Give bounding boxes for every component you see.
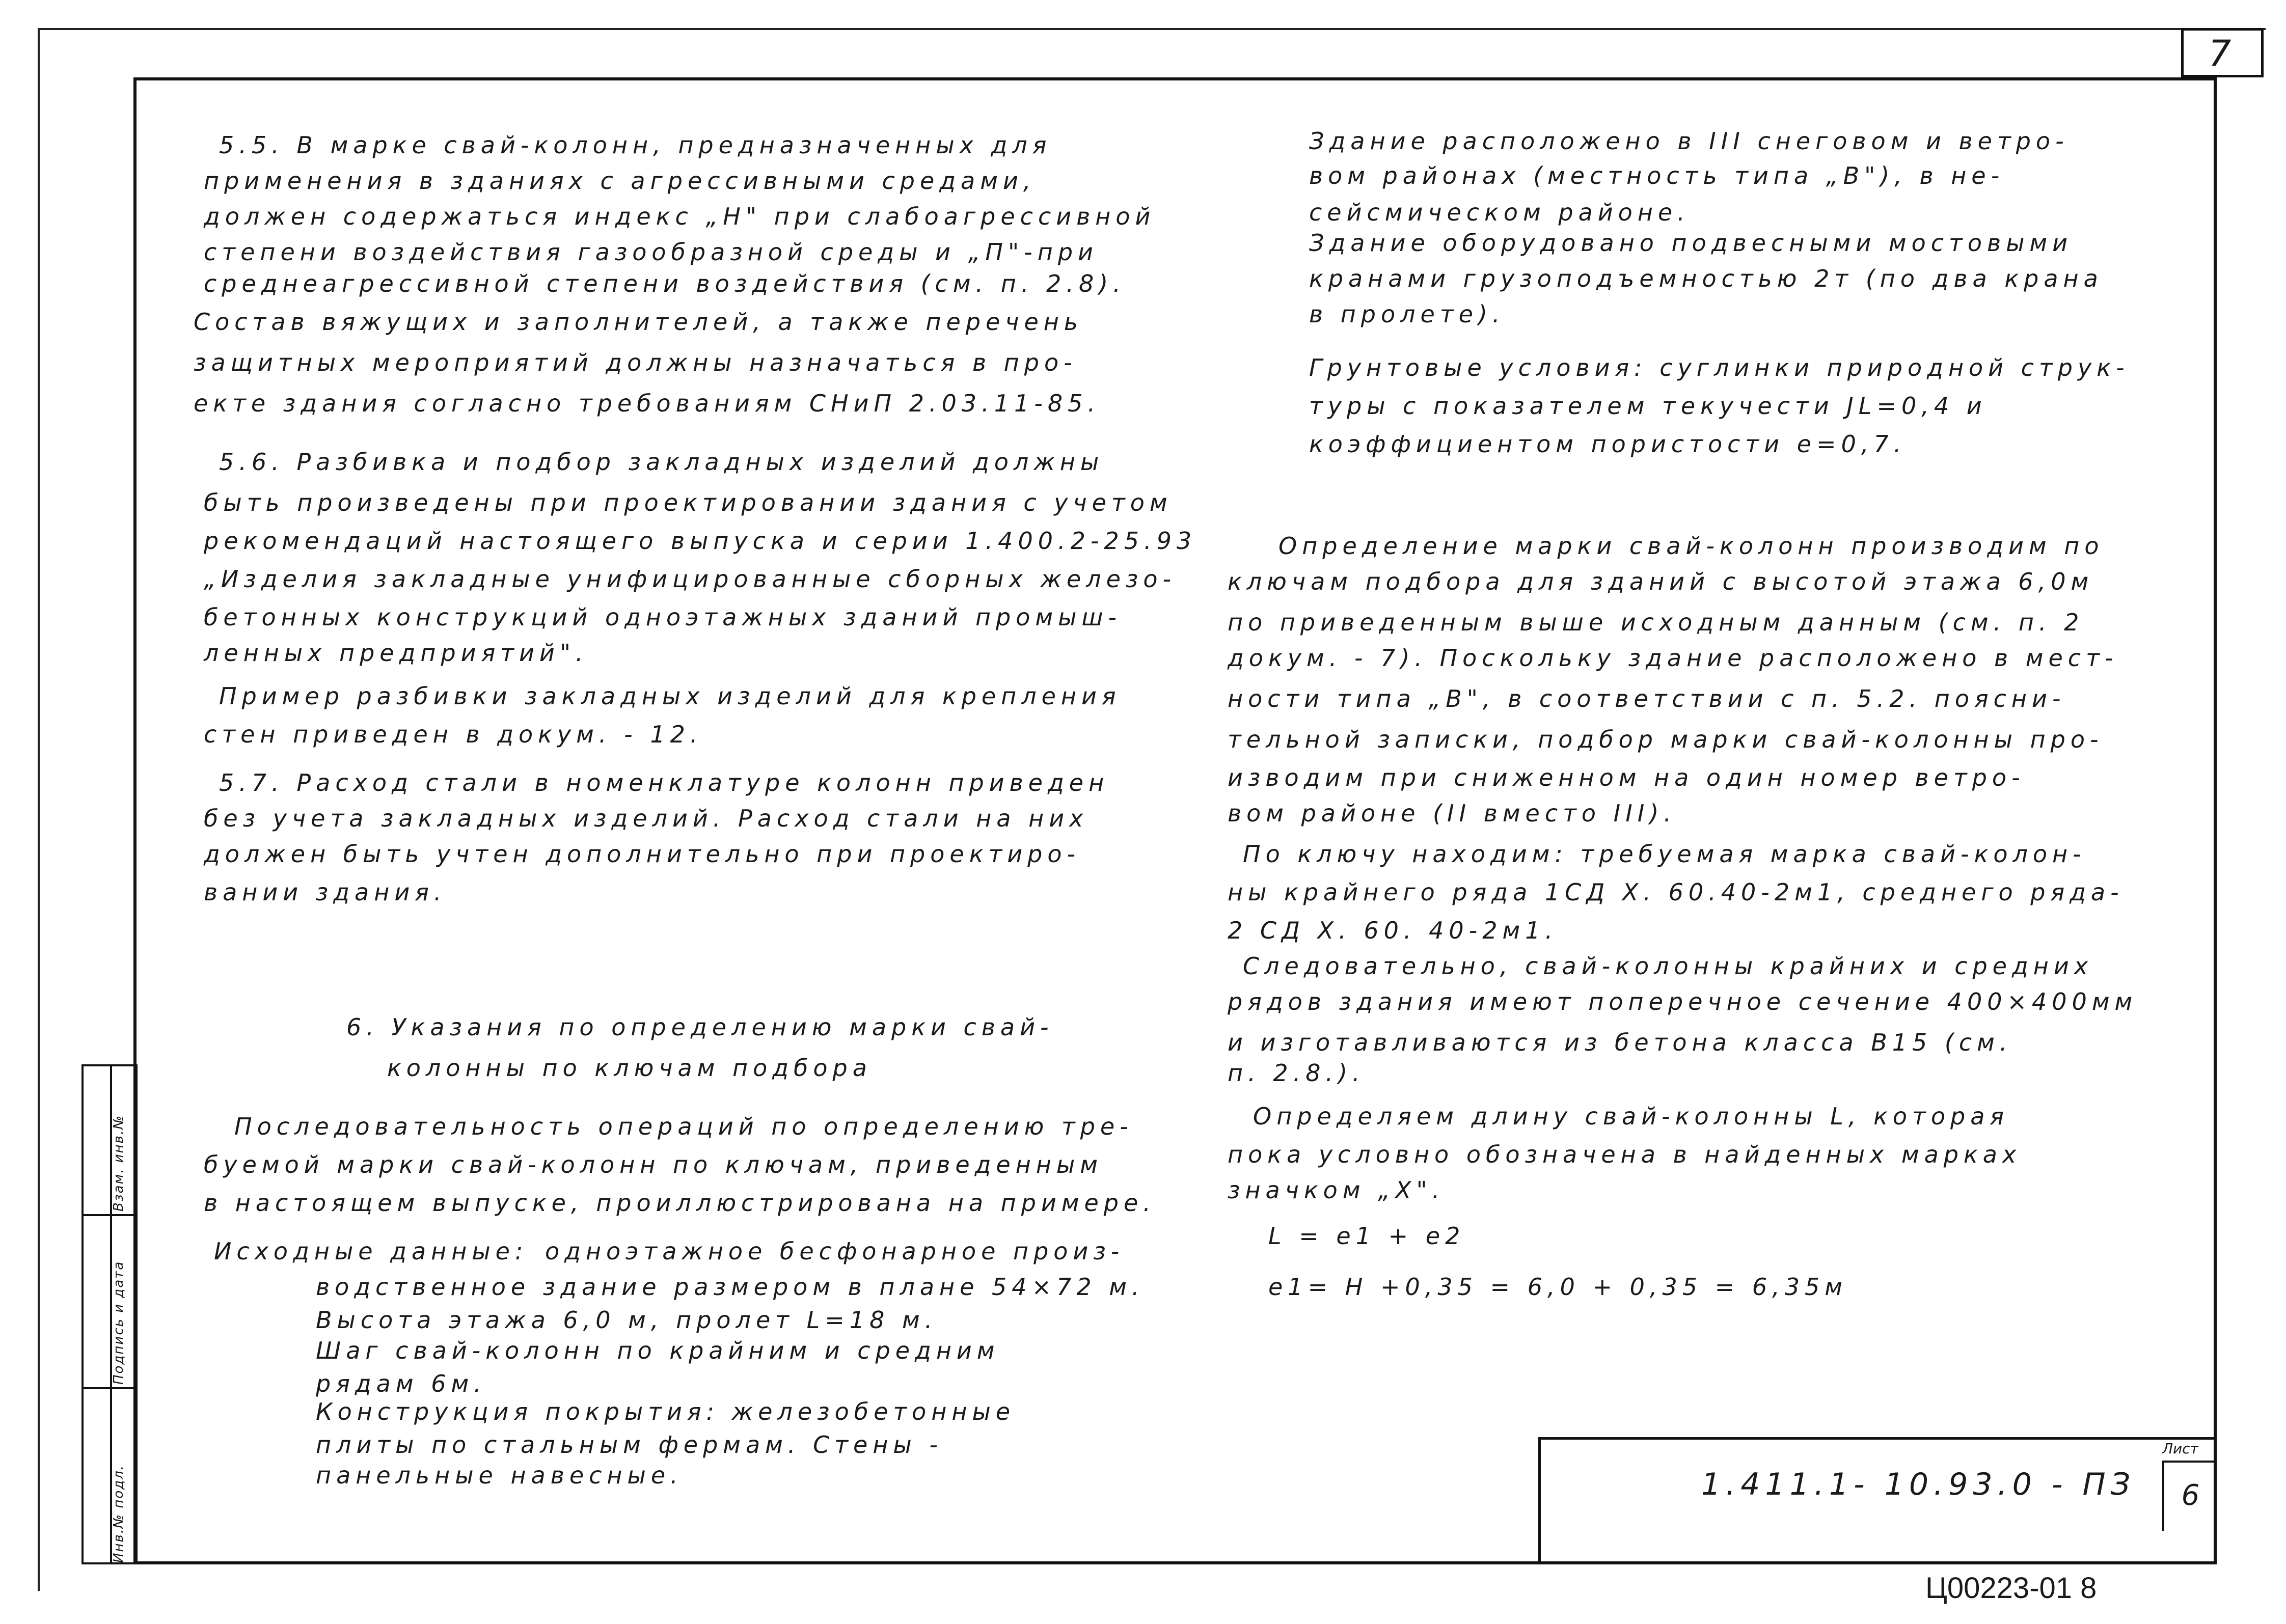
left-column-line: екте здания согласно требованиям СНиП 2.03.11-85. <box>194 390 1101 417</box>
left-column-line: должен содержаться индекс „Н" при слабоагрессивной <box>204 203 1156 230</box>
right-column-main-line: Определяем длину свай-колонны L, которая <box>1253 1103 2009 1130</box>
left-column-line: Пример разбивки закладных изделий для крепления <box>219 682 1121 710</box>
right-column-main-line: докум. - 7). Поскольку здание расположено в мест- <box>1228 644 2118 672</box>
left-column-line: стен приведен в докум. - 12. <box>204 721 703 748</box>
left-column-line: вании здания. <box>204 878 447 906</box>
left-column-line: 5.6. Разбивка и подбор закладных изделий должны <box>219 448 1104 476</box>
left-column-line: Состав вяжущих и заполнителей, а также перечень <box>194 308 1083 336</box>
right-column-top-line: Грунтовые условия: суглинки природной струк- <box>1309 354 2130 381</box>
section6-body-line: буемой марки свай-колонн по ключам, приведенным <box>204 1151 1103 1178</box>
section6-title-line: 6. Указания по определению марки свай- <box>346 1013 1054 1041</box>
initial-data-line: Шаг свай-колонн по крайним и средним <box>316 1337 1000 1364</box>
right-column-main-line: Определение марки свай-колонн производим по <box>1278 532 2104 560</box>
right-column-main-line: п. 2.8.). <box>1228 1059 1365 1087</box>
left-column-line: ленных предприятий". <box>204 639 588 667</box>
right-column-top-line: коэффициентом пористости e=0,7. <box>1309 430 1907 458</box>
left-column-line: применения в зданиях с агрессивными средами, <box>204 167 1036 195</box>
document-code: 1.411.1- 10.93.0 - ПЗ <box>1701 1467 2136 1502</box>
left-column-line: степени воздействия газообразной среды и „П"-при <box>204 238 1098 266</box>
footer-code: Ц00223-01 8 <box>1925 1572 2097 1605</box>
left-column-line: бетонных конструкций одноэтажных зданий промыш- <box>204 603 1122 631</box>
left-column-line: без учета закладных изделий. Расход стали на них <box>204 805 1088 832</box>
section6-body-line: Последовательность операций по определению тре- <box>234 1113 1133 1140</box>
right-column-top-line: вом районах (местность типа „В"), в не- <box>1309 162 2005 189</box>
right-column-top-line: в пролете). <box>1309 300 1505 328</box>
sheet-label: Лист <box>2162 1440 2198 1457</box>
right-column-top-line: Здание расположено в III снеговом и ветро- <box>1309 127 2069 155</box>
right-column-top-line: туры с показателем текучести JL=0,4 и <box>1309 392 1987 420</box>
initial-data-line: рядам 6м. <box>316 1370 486 1397</box>
right-column-main-line: и изготавливаются из бетона класса В15 (см. <box>1228 1029 2012 1056</box>
right-column-main-line: e1= H +0,35 = 6,0 + 0,35 = 6,35м <box>1268 1273 1847 1301</box>
left-column-line: 5.7. Расход стали в номенклатуре колонн приведен <box>219 769 1109 796</box>
left-column-line: среднеагрессивной степени воздействия (см. п. 2.8). <box>204 270 1126 297</box>
right-column-main-line: L = e1 + e2 <box>1268 1222 1465 1250</box>
sheet-number: 6 <box>2162 1461 2217 1531</box>
right-column-main-line: значком „Х". <box>1228 1176 1445 1204</box>
right-column-main-line: рядов здания имеют поперечное сечение 400×400мм <box>1228 988 2138 1015</box>
side-stamp-sign-label: Подпись и дата <box>111 1260 126 1385</box>
left-column-line: должен быть учтен дополнительно при проектиро- <box>204 840 1081 868</box>
initial-data-line: Конструкция покрытия: железобетонные <box>316 1398 1016 1425</box>
page-number-top: 7 <box>2181 28 2264 77</box>
right-column-top-line: сейсмическом районе. <box>1309 199 1690 226</box>
left-column-line: быть произведены при проектировании здания с учетом <box>204 489 1173 516</box>
right-column-main-line: пока условно обозначена в найденных марках <box>1228 1141 2022 1168</box>
side-stamp-inv-label: Инв.№ подл. <box>111 1464 126 1563</box>
left-column-line: рекомендаций настоящего выпуска и серии 1.400.2-25.93 <box>204 527 1197 555</box>
section6-body-line: в настоящем выпуске, проиллюстрирована на примере. <box>204 1189 1156 1217</box>
left-column-line: защитных мероприятий должны назначаться в про- <box>194 349 1077 376</box>
right-column-main-line: тельной записки, подбор марки свай-колонны про- <box>1228 726 2104 753</box>
right-column-top-line: кранами грузоподъемностью 2т (по два крана <box>1309 265 2103 292</box>
side-stamp-divider <box>84 1387 135 1389</box>
right-column-main-line: ключам подбора для зданий с высотой этажа 6,0м <box>1228 568 2094 595</box>
initial-data-line: водственное здание размером в плане 54×72 м. <box>316 1273 1145 1301</box>
left-column-line: 5.5. В марке свай-колонн, предназначенных для <box>219 131 1052 159</box>
right-column-top-line: Здание оборудовано подвесными мостовыми <box>1309 229 2073 257</box>
right-column-main-line: вом районе (II вместо III). <box>1228 800 1676 827</box>
right-column-main-line: по приведенным выше исходным данным (см. п. 2 <box>1228 609 2084 636</box>
right-column-main-line: Следовательно, свай-колонны крайних и средних <box>1243 952 2093 980</box>
left-column-line: „Изделия закладные унифицированные сборных железо- <box>204 565 1177 593</box>
right-column-main-line: ны крайнего ряда 1СД Х. 60.40-2м1, среднего ряда- <box>1228 878 2124 906</box>
side-stamp-divider <box>84 1214 135 1216</box>
side-stamp-replace-label: Взам. инв.№ <box>111 1114 126 1212</box>
right-column-main-line: ности типа „В", в соответствии с п. 5.2. поясни- <box>1228 685 2066 712</box>
initial-data-line: одноэтажное бесфонарное произ- <box>545 1237 1125 1265</box>
initial-data-line: панельные навесные. <box>316 1462 683 1489</box>
section6-title-line: колонны по ключам подбора <box>387 1054 872 1082</box>
initial-data-line: плиты по стальным фермам. Стены - <box>316 1431 943 1458</box>
right-column-main-line: 2 СД Х. 60. 40-2м1. <box>1228 917 1558 944</box>
initial-data-line: Высота этажа 6,0 м, пролет L=18 м. <box>316 1306 938 1334</box>
right-column-main-line: По ключу находим: требуемая марка свай-колон- <box>1243 840 2086 868</box>
side-stamp <box>81 1064 138 1564</box>
right-column-main-line: изводим при сниженном на один номер ветро- <box>1228 764 2025 791</box>
initial-data-label: Исходные данные: <box>214 1237 528 1265</box>
